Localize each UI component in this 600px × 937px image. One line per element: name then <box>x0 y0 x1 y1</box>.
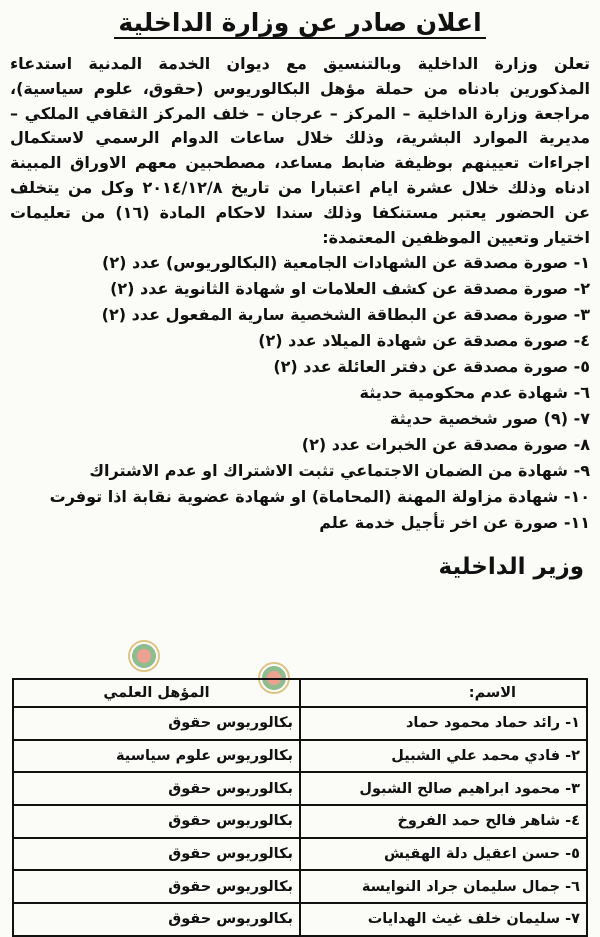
minister-signature: وزير الداخلية <box>438 554 584 581</box>
candidate-qualification: بكالوريوس حقوق <box>13 838 300 871</box>
requirement-item: ١- صورة مصدقة عن الشهادات الجامعية (البكالوريوس) عدد (٢) <box>102 253 590 273</box>
requirements-list <box>10 250 590 536</box>
requirement-item: ١١- صورة عن اخر تأجيل خدمة علم <box>319 513 590 533</box>
table-row <box>13 772 587 805</box>
candidate-qualification: بكالوريوس علوم سياسية <box>13 740 300 773</box>
requirement-item: ٢- صورة مصدقة عن كشف العلامات او شهادة الثانوية عدد (٢) <box>110 279 590 299</box>
candidate-name: ١- رائد حماد محمود حماد <box>300 707 587 740</box>
table-header-row <box>13 679 587 707</box>
announcement-title <box>10 4 590 42</box>
candidate-name: ٣- محمود ابراهيم صالح الشبول <box>300 772 587 805</box>
title-text: اعلان صادر عن وزارة الداخلية <box>114 8 485 39</box>
candidate-qualification: بكالوريوس حقوق <box>13 805 300 838</box>
table-row <box>13 838 587 871</box>
emblem-watermark-icon <box>128 640 160 672</box>
candidate-qualification: بكالوريوس حقوق <box>13 903 300 936</box>
announcement-body: تعلن وزارة الداخلية وبالتنسيق مع ديوان الخدمة المدنية استدعاء المذكورين بادناه من حملة مؤهل البكالوريوس (حقوق، علوم سياسية)، مراجعة وزارة الداخلية – المركز – عرجان – خلف المركز الثقافي الملكي – مديرية الموارد البشرية، وذلك خلال ساعات الدوام الرسمي لاستكمال اجراءات تعيينهم بوظيفة ضابط مساعد، مصطحبين معهم الاوراق المبينة ادناه وذلك خلال عشرة ايام اعتبارا من تاريخ ٢٠١٤/١٢/٨ وكل من يتخلف عن الحضور يعتبر مستنكفا وذلك سندا لاحكام المادة (١٦) من تعليمات اختيار وتعيين الموظفين المعتمدة: <box>10 54 591 247</box>
name-column-header: الاسم: <box>300 679 587 707</box>
table-row <box>13 740 587 773</box>
requirement-item: ٧- (٩) صور شخصية حديثة <box>389 409 590 429</box>
candidate-name: ٦- جمال سليمان جراد النوايسة <box>300 870 587 903</box>
requirement-item: ١٠- شهادة مزاولة المهنة (المحاماة) او شهادة عضوية نقابة اذا توفرت <box>49 487 590 507</box>
requirement-item: ٥- صورة مصدقة عن دفتر العائلة عدد (٢) <box>273 357 590 377</box>
requirement-item: ٤- صورة مصدقة عن شهادة الميلاد عدد (٢) <box>258 331 590 351</box>
candidate-qualification: بكالوريوس حقوق <box>13 772 300 805</box>
table-row <box>13 903 587 936</box>
candidate-qualification: بكالوريوس حقوق <box>13 870 300 903</box>
candidate-name: ٤- شاهر فالح حمد الفروخ <box>300 805 587 838</box>
requirement-item: ٦- شهادة عدم محكومية حديثة <box>359 383 590 403</box>
candidate-name: ٥- حسن اعقيل دلة الهقيش <box>300 838 587 871</box>
qualification-column-header: المؤهل العلمي <box>13 679 300 707</box>
table-row <box>13 870 587 903</box>
requirement-item: ٣- صورة مصدقة عن البطاقة الشخصية سارية المفعول عدد (٢) <box>101 305 590 325</box>
requirement-item: ٩- شهادة من الضمان الاجتماعي تثبت الاشتراك او عدم الاشتراك <box>89 461 590 481</box>
candidate-name: ٧- سليمان خلف غيث الهدايات <box>300 903 587 936</box>
table-row <box>13 707 587 740</box>
requirement-item: ٨- صورة مصدقة عن الخبرات عدد (٢) <box>301 435 590 455</box>
candidate-qualification: بكالوريوس حقوق <box>13 707 300 740</box>
table-row <box>13 805 587 838</box>
candidates-table <box>12 678 588 937</box>
candidate-name: ٢- فادي محمد علي الشبيل <box>300 740 587 773</box>
